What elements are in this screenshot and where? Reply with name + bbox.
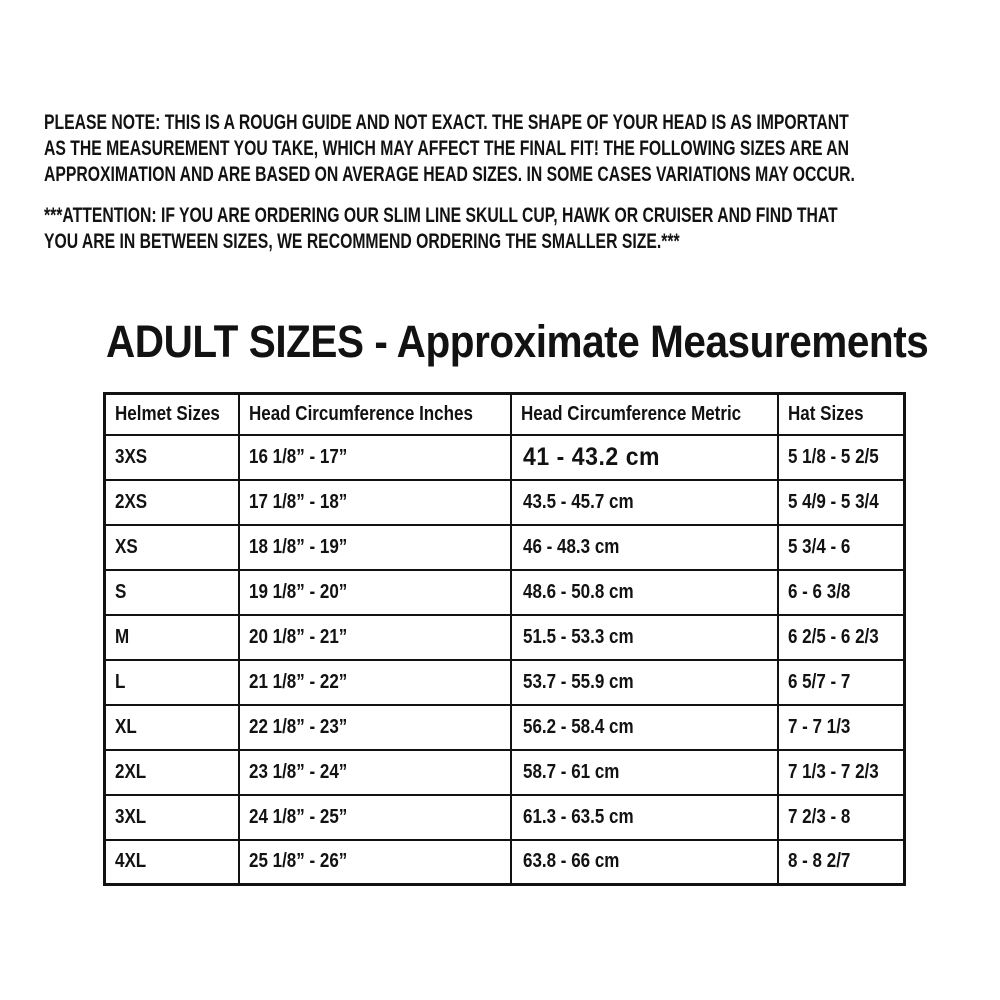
metric-cell xyxy=(511,705,778,750)
column-header-text: Helmet Sizes xyxy=(115,402,220,425)
metric-cell xyxy=(511,795,778,840)
hat-size-cell xyxy=(778,435,905,480)
hat-size-cell xyxy=(778,480,905,525)
hat-size-cell xyxy=(778,615,905,660)
hat-size-cell xyxy=(778,840,905,885)
note-line-1: PLEASE NOTE: THIS IS A ROUGH GUIDE AND NOT EXACT. THE SHAPE OF YOUR HEAD IS AS IMPORTANT xyxy=(44,111,849,134)
metric-cell xyxy=(511,750,778,795)
header-row xyxy=(105,394,905,435)
hat-size-cell xyxy=(778,570,905,615)
attention-line-2: YOU ARE IN BETWEEN SIZES, WE RECOMMEND ORDERING THE SMALLER SIZE.*** xyxy=(44,230,680,253)
cell-text: 43.5 - 45.7 cm xyxy=(522,490,634,513)
inches-cell xyxy=(239,570,511,615)
adult-sizes-table xyxy=(103,392,906,886)
cell-text: 5 4/9 - 5 3/4 xyxy=(787,490,879,513)
cell-text: 7 1/3 - 7 2/3 xyxy=(787,760,879,783)
helmet-size-cell xyxy=(105,480,239,525)
helmet-size-cell xyxy=(105,615,239,660)
table-row-xl xyxy=(105,705,905,750)
cell-text: 16 1/8” - 17” xyxy=(248,445,347,468)
cell-text: M xyxy=(115,625,130,648)
inches-cell xyxy=(239,840,511,885)
inches-cell xyxy=(239,615,511,660)
cell-text: XL xyxy=(115,715,137,738)
cell-text: 58.7 - 61 cm xyxy=(522,760,619,783)
cell-text: 20 1/8” - 21” xyxy=(248,625,347,648)
table-row-2xl xyxy=(105,750,905,795)
cell-text: 46 - 48.3 cm xyxy=(522,535,619,558)
helmet-size-cell xyxy=(105,840,239,885)
cell-text: 48.6 - 50.8 cm xyxy=(522,580,634,603)
metric-cell xyxy=(511,615,778,660)
column-header-helmet-sizes xyxy=(105,394,239,435)
cell-text: 7 2/3 - 8 xyxy=(787,805,850,828)
helmet-size-cell xyxy=(105,435,239,480)
inches-cell xyxy=(239,480,511,525)
cell-text: 53.7 - 55.9 cm xyxy=(522,670,634,693)
column-header-inches xyxy=(239,394,511,435)
attention-line-1: ***ATTENTION: IF YOU ARE ORDERING OUR SLIM LINE SKULL CUP, HAWK OR CRUISER AND FIND THAT xyxy=(44,204,838,227)
cell-text: 3XS xyxy=(115,445,148,468)
cell-text: XS xyxy=(115,535,138,558)
inches-cell xyxy=(239,660,511,705)
table-row-4xl xyxy=(105,840,905,885)
cell-text: 41 - 43.2 cm xyxy=(522,442,660,471)
cell-text: 63.8 - 66 cm xyxy=(522,850,619,873)
helmet-size-cell xyxy=(105,750,239,795)
inches-cell xyxy=(239,435,511,480)
table-row-2xs xyxy=(105,480,905,525)
table-row-s xyxy=(105,570,905,615)
attention-paragraph xyxy=(44,203,1000,255)
metric-cell xyxy=(511,570,778,615)
cell-text: 23 1/8” - 24” xyxy=(248,760,347,783)
inches-cell xyxy=(239,525,511,570)
cell-text: 5 3/4 - 6 xyxy=(787,535,850,558)
cell-text: 3XL xyxy=(115,805,147,828)
metric-cell xyxy=(511,480,778,525)
cell-text: S xyxy=(115,580,127,603)
metric-cell-emphasized xyxy=(511,435,778,480)
hat-size-cell xyxy=(778,660,905,705)
cell-text: 7 - 7 1/3 xyxy=(787,715,850,738)
cell-text: L xyxy=(115,670,126,693)
cell-text: 5 1/8 - 5 2/5 xyxy=(787,445,879,468)
hat-size-cell xyxy=(778,795,905,840)
table-row-l xyxy=(105,660,905,705)
helmet-size-cell xyxy=(105,705,239,750)
please-note-paragraph xyxy=(44,110,1000,188)
cell-text: 8 - 8 2/7 xyxy=(787,850,850,873)
hat-size-cell xyxy=(778,705,905,750)
helmet-size-cell xyxy=(105,525,239,570)
cell-text: 17 1/8” - 18” xyxy=(248,490,347,513)
helmet-size-cell xyxy=(105,660,239,705)
cell-text: 19 1/8” - 20” xyxy=(248,580,347,603)
cell-text: 25 1/8” - 26” xyxy=(248,850,347,873)
metric-cell xyxy=(511,660,778,705)
column-header-text: Hat Sizes xyxy=(787,402,864,425)
cell-text: 6 5/7 - 7 xyxy=(787,670,850,693)
helmet-size-cell xyxy=(105,570,239,615)
table-row-xs xyxy=(105,525,905,570)
inches-cell xyxy=(239,795,511,840)
cell-text: 21 1/8” - 22” xyxy=(248,670,347,693)
metric-cell xyxy=(511,525,778,570)
note-line-3: APPROXIMATION AND ARE BASED ON AVERAGE HEAD SIZES. IN SOME CASES VARIATIONS MAY OCCUR. xyxy=(44,163,855,186)
helmet-size-cell xyxy=(105,795,239,840)
cell-text: 51.5 - 53.3 cm xyxy=(522,625,634,648)
hat-size-cell xyxy=(778,525,905,570)
inches-cell xyxy=(239,705,511,750)
cell-text: 2XL xyxy=(115,760,147,783)
column-header-text: Head Circumference Inches xyxy=(248,402,473,425)
cell-text: 56.2 - 58.4 cm xyxy=(522,715,634,738)
page-title: ADULT SIZES - Approximate Measurements xyxy=(106,316,929,367)
cell-text: 61.3 - 63.5 cm xyxy=(522,805,634,828)
cell-text: 2XS xyxy=(115,490,148,513)
cell-text: 4XL xyxy=(115,850,147,873)
hat-size-cell xyxy=(778,750,905,795)
column-header-text: Head Circumference Metric xyxy=(520,402,741,425)
cell-text: 24 1/8” - 25” xyxy=(248,805,347,828)
column-header-hat-sizes xyxy=(778,394,905,435)
note-line-2: AS THE MEASUREMENT YOU TAKE, WHICH MAY AFFECT THE FINAL FIT! THE FOLLOWING SIZES ARE AN xyxy=(44,137,850,160)
column-header-metric xyxy=(511,394,778,435)
table-row-3xl xyxy=(105,795,905,840)
inches-cell xyxy=(239,750,511,795)
cell-text: 6 - 6 3/8 xyxy=(787,580,850,603)
cell-text: 22 1/8” - 23” xyxy=(248,715,347,738)
metric-cell xyxy=(511,840,778,885)
cell-text: 6 2/5 - 6 2/3 xyxy=(787,625,879,648)
table-row-3xs xyxy=(105,435,905,480)
cell-text: 18 1/8” - 19” xyxy=(248,535,347,558)
table-row-m xyxy=(105,615,905,660)
